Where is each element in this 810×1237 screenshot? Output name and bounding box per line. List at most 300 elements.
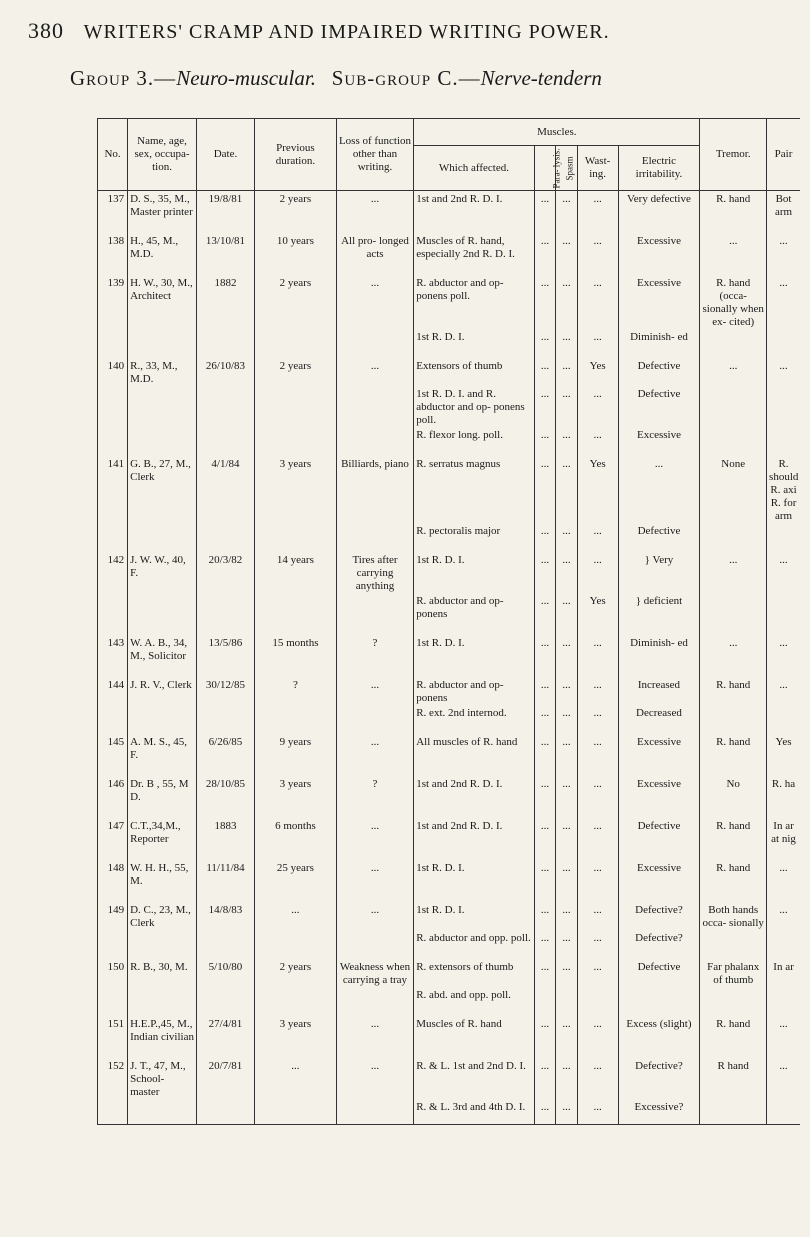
previous-duration-cell: 10 years <box>255 233 337 261</box>
loss-of-function-cell <box>336 386 413 427</box>
case-number-cell <box>98 930 128 945</box>
spacer-cell <box>255 621 337 635</box>
pain-cell: ... <box>767 635 800 663</box>
spacer-cell <box>336 804 413 818</box>
paralysis-cell: ... <box>534 191 556 220</box>
running-title: WRITERS' CRAMP AND IMPAIRED WRITING POWER. <box>83 21 610 43</box>
header-date: Date. <box>196 119 254 191</box>
patient-name-cell: H.E.P.,45, M., Indian civilian <box>128 1016 197 1044</box>
spasm-cell <box>556 987 578 1002</box>
table-row <box>98 523 801 538</box>
wasting-cell: ... <box>577 1058 618 1099</box>
case-date-cell <box>196 705 254 720</box>
patient-name-cell: G. B., 27, M., Clerk <box>128 456 197 523</box>
spasm-cell: ... <box>556 386 578 427</box>
pain-cell: R. should R. axi R. for arm <box>767 456 800 523</box>
row-spacer <box>98 1002 801 1016</box>
spacer-cell <box>255 720 337 734</box>
spacer-cell <box>336 538 413 552</box>
row-spacer <box>98 846 801 860</box>
spacer-cell <box>98 344 128 358</box>
spacer-cell <box>196 888 254 902</box>
patient-name-cell <box>128 705 197 720</box>
spacer-cell <box>767 1044 800 1058</box>
spacer-cell <box>700 621 767 635</box>
loss-of-function-cell: ... <box>336 275 413 329</box>
spacer-cell <box>767 344 800 358</box>
row-spacer <box>98 663 801 677</box>
loss-of-function-cell: ... <box>336 1016 413 1044</box>
spacer-cell <box>255 1002 337 1016</box>
spacer-cell <box>577 762 618 776</box>
paralysis-cell: ... <box>534 552 556 593</box>
wasting-cell: ... <box>577 275 618 329</box>
spacer-cell <box>534 261 556 275</box>
spacer-cell <box>556 219 578 233</box>
patient-name-cell <box>128 523 197 538</box>
muscles-affected-cell: 1st and 2nd R. D. I. <box>414 776 534 804</box>
spasm-cell: ... <box>556 552 578 593</box>
loss-of-function-cell <box>336 593 413 621</box>
spacer-cell <box>98 621 128 635</box>
spacer-cell <box>700 1044 767 1058</box>
tremor-cell <box>700 329 767 344</box>
wasting-cell: Yes <box>577 358 618 386</box>
electric-irritability-cell: Defective <box>618 818 700 846</box>
table-row <box>98 456 801 523</box>
table-row <box>98 818 801 846</box>
paralysis-cell: ... <box>534 275 556 329</box>
loss-of-function-cell: ... <box>336 1058 413 1099</box>
patient-name-cell: H. W., 30, M., Architect <box>128 275 197 329</box>
spasm-cell: ... <box>556 930 578 945</box>
electric-irritability-cell: Excessive <box>618 275 700 329</box>
wasting-cell: ... <box>577 427 618 442</box>
electric-irritability-cell: } deficient <box>618 593 700 621</box>
pain-cell <box>767 705 800 720</box>
spacer-cell <box>336 720 413 734</box>
patient-name-cell <box>128 987 197 1002</box>
spacer-cell <box>196 621 254 635</box>
spacer-cell <box>98 663 128 677</box>
running-head <box>28 18 610 44</box>
wasting-cell: ... <box>577 523 618 538</box>
pain-cell: ... <box>767 358 800 386</box>
spacer-cell <box>98 442 128 456</box>
tremor-cell: ... <box>700 552 767 593</box>
spacer-cell <box>767 261 800 275</box>
case-date-cell: 13/10/81 <box>196 233 254 261</box>
pain-cell <box>767 987 800 1002</box>
loss-of-function-cell <box>336 523 413 538</box>
muscles-affected-cell: R. serratus magnus <box>414 456 534 523</box>
spacer-cell <box>556 621 578 635</box>
header-loss-of-function: Loss of function other than writing. <box>336 119 413 191</box>
spacer-cell <box>336 888 413 902</box>
spacer-cell <box>700 846 767 860</box>
spacer-cell <box>556 762 578 776</box>
case-date-cell <box>196 523 254 538</box>
loss-of-function-cell: Billiards, piano <box>336 456 413 523</box>
spacer-cell <box>767 538 800 552</box>
case-table <box>97 118 800 1125</box>
muscles-affected-cell: Muscles of R. hand, especially 2nd R. D. I. <box>414 233 534 261</box>
case-date-cell <box>196 930 254 945</box>
patient-name-cell <box>128 386 197 427</box>
spacer-cell <box>618 888 700 902</box>
spacer-cell <box>534 621 556 635</box>
spasm-cell: ... <box>556 427 578 442</box>
loss-of-function-cell <box>336 705 413 720</box>
previous-duration-cell <box>255 386 337 427</box>
electric-irritability-cell: Defective? <box>618 1058 700 1099</box>
spacer-cell <box>767 762 800 776</box>
spasm-cell: ... <box>556 959 578 987</box>
paralysis-cell: ... <box>534 818 556 846</box>
paralysis-cell: ... <box>534 593 556 621</box>
spacer-cell <box>128 621 197 635</box>
case-number-cell: 144 <box>98 677 128 705</box>
spacer-cell <box>767 621 800 635</box>
spacer-cell <box>196 663 254 677</box>
subgroup-name: Nerve-tendern <box>480 66 602 90</box>
row-spacer <box>98 888 801 902</box>
table-body <box>98 191 801 1125</box>
table-row <box>98 860 801 888</box>
spacer-cell <box>534 1044 556 1058</box>
wasting-cell: Yes <box>577 593 618 621</box>
spacer-cell <box>556 888 578 902</box>
spacer-cell <box>556 945 578 959</box>
loss-of-function-cell: ... <box>336 902 413 930</box>
table-row <box>98 1016 801 1044</box>
loss-of-function-cell <box>336 987 413 1002</box>
tremor-cell: Both hands occa- sionally <box>700 902 767 930</box>
previous-duration-cell: 14 years <box>255 552 337 593</box>
pain-cell: In ar <box>767 959 800 987</box>
tremor-cell <box>700 987 767 1002</box>
loss-of-function-cell: ... <box>336 191 413 220</box>
spacer-cell <box>577 945 618 959</box>
tremor-cell: No <box>700 776 767 804</box>
previous-duration-cell: 2 years <box>255 275 337 329</box>
spacer-cell <box>196 538 254 552</box>
muscles-affected-cell: R. abd. and opp. poll. <box>414 987 534 1002</box>
spacer-cell <box>255 261 337 275</box>
wasting-cell: ... <box>577 233 618 261</box>
muscles-affected-cell: 1st R. D. I. and R. abductor and op- ponens poll. <box>414 386 534 427</box>
patient-name-cell <box>128 329 197 344</box>
muscles-affected-cell: 1st R. D. I. <box>414 902 534 930</box>
case-date-cell: 30/12/85 <box>196 677 254 705</box>
spacer-cell <box>98 720 128 734</box>
spacer-cell <box>98 888 128 902</box>
previous-duration-cell <box>255 705 337 720</box>
table-row <box>98 930 801 945</box>
group-prefix: Group 3.— <box>70 66 177 90</box>
muscles-affected-cell: R. abductor and op- ponens <box>414 593 534 621</box>
spacer-cell <box>556 804 578 818</box>
paralysis-cell: ... <box>534 860 556 888</box>
pain-cell: ... <box>767 902 800 930</box>
spacer-cell <box>414 1002 534 1016</box>
paralysis-cell: ... <box>534 427 556 442</box>
spasm-cell: ... <box>556 677 578 705</box>
table-row <box>98 386 801 427</box>
table-row <box>98 959 801 987</box>
paralysis-cell: ... <box>534 358 556 386</box>
patient-name-cell: J. W. W., 40, F. <box>128 552 197 593</box>
table-row <box>98 191 801 220</box>
previous-duration-cell: 6 months <box>255 818 337 846</box>
spacer-cell <box>700 1002 767 1016</box>
electric-irritability-cell: Excessive? <box>618 1099 700 1125</box>
tremor-cell: ... <box>700 233 767 261</box>
muscles-affected-cell: R. flexor long. poll. <box>414 427 534 442</box>
spacer-cell <box>577 846 618 860</box>
spacer-cell <box>534 846 556 860</box>
spasm-cell: ... <box>556 593 578 621</box>
muscles-affected-cell: 1st R. D. I. <box>414 329 534 344</box>
pain-cell <box>767 329 800 344</box>
tremor-cell: R. hand <box>700 677 767 705</box>
header-paralysis: Para- lysis. <box>534 146 556 191</box>
spacer-cell <box>128 344 197 358</box>
pain-cell: ... <box>767 275 800 329</box>
row-spacer <box>98 442 801 456</box>
tremor-cell: R. hand <box>700 734 767 762</box>
spacer-cell <box>534 442 556 456</box>
spacer-cell <box>336 621 413 635</box>
case-date-cell <box>196 1099 254 1125</box>
patient-name-cell <box>128 427 197 442</box>
muscles-affected-cell: All muscles of R. hand <box>414 734 534 762</box>
spacer-cell <box>255 804 337 818</box>
case-date-cell: 19/8/81 <box>196 191 254 220</box>
spacer-cell <box>767 720 800 734</box>
row-spacer <box>98 945 801 959</box>
tremor-cell: R. hand <box>700 1016 767 1044</box>
case-date-cell: 28/10/85 <box>196 776 254 804</box>
spacer-cell <box>577 442 618 456</box>
previous-duration-cell <box>255 930 337 945</box>
spacer-cell <box>700 945 767 959</box>
tremor-cell: ... <box>700 635 767 663</box>
spacer-cell <box>767 846 800 860</box>
pain-cell: Bot arm <box>767 191 800 220</box>
spacer-cell <box>700 720 767 734</box>
muscles-affected-cell: 1st and 2nd R. D. I. <box>414 818 534 846</box>
case-number-cell: 140 <box>98 358 128 386</box>
electric-irritability-cell: Excess (slight) <box>618 1016 700 1044</box>
spacer-cell <box>196 219 254 233</box>
spacer-cell <box>700 538 767 552</box>
paralysis-cell: ... <box>534 959 556 987</box>
tremor-cell: R. hand (occa- sionally when ex- cited) <box>700 275 767 329</box>
previous-duration-cell: 3 years <box>255 776 337 804</box>
spacer-cell <box>767 663 800 677</box>
header-muscles: Muscles. <box>414 119 700 146</box>
pain-cell: ... <box>767 552 800 593</box>
spacer-cell <box>128 888 197 902</box>
tremor-cell <box>700 705 767 720</box>
tremor-cell: R. hand <box>700 818 767 846</box>
header-previous-duration: Previous duration. <box>255 119 337 191</box>
spacer-cell <box>414 344 534 358</box>
loss-of-function-cell <box>336 427 413 442</box>
electric-irritability-cell: ... <box>618 456 700 523</box>
wasting-cell: ... <box>577 1016 618 1044</box>
loss-of-function-cell <box>336 329 413 344</box>
spacer-cell <box>98 945 128 959</box>
case-number-cell: 146 <box>98 776 128 804</box>
spacer-cell <box>196 1044 254 1058</box>
patient-name-cell: W. A. B., 34, M., Solicitor <box>128 635 197 663</box>
table-row <box>98 275 801 329</box>
case-number-cell: 145 <box>98 734 128 762</box>
spacer-cell <box>700 804 767 818</box>
pain-cell: ... <box>767 1016 800 1044</box>
spacer-cell <box>618 720 700 734</box>
spasm-cell: ... <box>556 329 578 344</box>
case-number-cell: 152 <box>98 1058 128 1099</box>
spacer-cell <box>128 442 197 456</box>
electric-irritability-cell: Defective <box>618 523 700 538</box>
paralysis-cell: ... <box>534 329 556 344</box>
tremor-cell: Far phalanx of thumb <box>700 959 767 987</box>
paralysis-cell: ... <box>534 635 556 663</box>
spacer-cell <box>336 945 413 959</box>
spacer-cell <box>98 219 128 233</box>
case-date-cell: 1882 <box>196 275 254 329</box>
wasting-cell: ... <box>577 930 618 945</box>
spacer-cell <box>556 846 578 860</box>
pain-cell <box>767 930 800 945</box>
muscles-affected-cell: R. & L. 1st and 2nd D. I. <box>414 1058 534 1099</box>
electric-irritability-cell: Defective <box>618 386 700 427</box>
spacer-cell <box>618 621 700 635</box>
page-number: 380 <box>28 18 64 43</box>
case-number-cell: 149 <box>98 902 128 930</box>
spacer-cell <box>414 219 534 233</box>
electric-irritability-cell: Defective? <box>618 902 700 930</box>
spacer-cell <box>534 804 556 818</box>
spacer-cell <box>618 945 700 959</box>
previous-duration-cell: 25 years <box>255 860 337 888</box>
header-name: Name, age, sex, occupa- tion. <box>128 119 197 191</box>
spacer-cell <box>196 846 254 860</box>
wasting-cell: ... <box>577 705 618 720</box>
spacer-cell <box>336 663 413 677</box>
loss-of-function-cell: ... <box>336 734 413 762</box>
spasm-cell: ... <box>556 233 578 261</box>
electric-irritability-cell: Defective? <box>618 930 700 945</box>
row-spacer <box>98 1044 801 1058</box>
previous-duration-cell: 2 years <box>255 358 337 386</box>
patient-name-cell: J. R. V., Clerk <box>128 677 197 705</box>
spacer-cell <box>128 720 197 734</box>
spacer-cell <box>414 1044 534 1058</box>
spacer-cell <box>255 663 337 677</box>
paralysis-cell: ... <box>534 386 556 427</box>
paralysis-cell: ... <box>534 734 556 762</box>
patient-name-cell: R. B., 30, M. <box>128 959 197 987</box>
case-number-cell: 147 <box>98 818 128 846</box>
spasm-cell: ... <box>556 358 578 386</box>
group-name: Neuro-muscular. <box>176 66 316 90</box>
spacer-cell <box>128 663 197 677</box>
spasm-cell: ... <box>556 456 578 523</box>
spacer-cell <box>196 261 254 275</box>
loss-of-function-cell: ... <box>336 818 413 846</box>
spacer-cell <box>255 945 337 959</box>
electric-irritability-cell: Excessive <box>618 734 700 762</box>
spacer-cell <box>577 219 618 233</box>
spacer-cell <box>414 762 534 776</box>
tremor-cell: R. hand <box>700 191 767 220</box>
muscles-affected-cell: R. abductor and op- ponens poll. <box>414 275 534 329</box>
patient-name-cell: Dr. B , 55, M D. <box>128 776 197 804</box>
case-date-cell: 5/10/80 <box>196 959 254 987</box>
spacer-cell <box>128 1002 197 1016</box>
spacer-cell <box>556 261 578 275</box>
spasm-cell: ... <box>556 902 578 930</box>
previous-duration-cell: 3 years <box>255 1016 337 1044</box>
spacer-cell <box>534 888 556 902</box>
pain-cell <box>767 386 800 427</box>
case-number-cell <box>98 329 128 344</box>
wasting-cell: ... <box>577 902 618 930</box>
table-row <box>98 329 801 344</box>
paralysis-cell: ... <box>534 523 556 538</box>
paralysis-cell: ... <box>534 705 556 720</box>
spacer-cell <box>556 1002 578 1016</box>
spacer-cell <box>700 261 767 275</box>
loss-of-function-cell: ... <box>336 860 413 888</box>
paralysis-cell: ... <box>534 1099 556 1125</box>
case-date-cell <box>196 386 254 427</box>
pain-cell <box>767 1099 800 1125</box>
tremor-cell: R hand <box>700 1058 767 1099</box>
spacer-cell <box>556 344 578 358</box>
spacer-cell <box>128 762 197 776</box>
muscles-affected-cell: R. abductor and opp. poll. <box>414 930 534 945</box>
loss-of-function-cell <box>336 930 413 945</box>
pain-cell: ... <box>767 677 800 705</box>
table-row <box>98 552 801 593</box>
spacer-cell <box>534 762 556 776</box>
spacer-cell <box>98 261 128 275</box>
electric-irritability-cell: Excessive <box>618 427 700 442</box>
spacer-cell <box>556 538 578 552</box>
electric-irritability-cell: Excessive <box>618 776 700 804</box>
spacer-cell <box>534 945 556 959</box>
previous-duration-cell <box>255 329 337 344</box>
wasting-cell: ... <box>577 329 618 344</box>
table-row <box>98 635 801 663</box>
spacer-cell <box>767 945 800 959</box>
paralysis-cell: ... <box>534 677 556 705</box>
paralysis-cell: ... <box>534 1058 556 1099</box>
case-date-cell: 6/26/85 <box>196 734 254 762</box>
spacer-cell <box>196 720 254 734</box>
previous-duration-cell <box>255 427 337 442</box>
spacer-cell <box>196 945 254 959</box>
table-row <box>98 1058 801 1099</box>
case-date-cell: 1883 <box>196 818 254 846</box>
pain-cell: ... <box>767 233 800 261</box>
table-row <box>98 233 801 261</box>
